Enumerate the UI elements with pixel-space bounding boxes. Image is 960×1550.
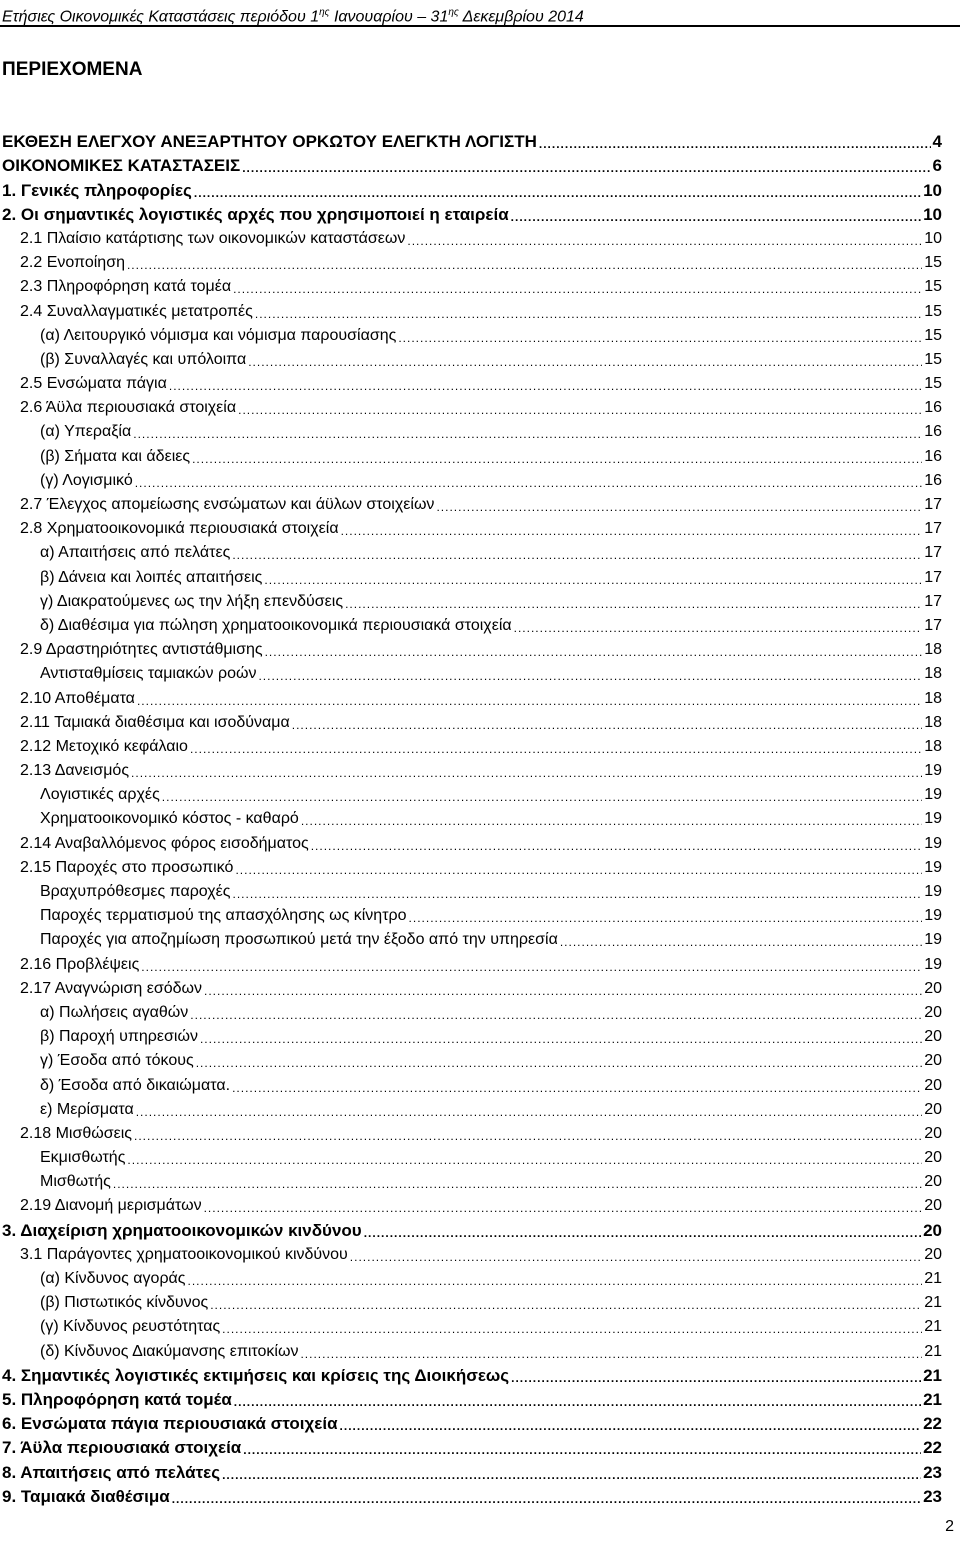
toc-entry[interactable] — [0, 539, 942, 563]
toc-entry-page: 20 — [924, 1149, 942, 1167]
toc-dot-leader — [169, 378, 922, 394]
toc-dot-leader — [232, 547, 922, 563]
toc-entry[interactable] — [0, 1216, 942, 1240]
toc-entry[interactable] — [0, 709, 942, 733]
toc-entry[interactable] — [0, 1386, 942, 1410]
toc-entry[interactable] — [0, 225, 942, 249]
toc-entry-label: 2.16 Προβλέψεις — [20, 955, 140, 973]
toc-entry[interactable] — [0, 128, 942, 152]
toc-entry-page: 19 — [924, 810, 942, 828]
toc-entry-label: (δ) Κίνδυνος Διακύμανσης επιτοκίων — [40, 1342, 299, 1360]
toc-entry-label: Παροχές τερματισμού της απασχόλησης ως κίνητρο — [40, 907, 407, 925]
toc-entry-label: 8. Απαιτήσεις από πελάτες — [2, 1462, 221, 1482]
toc-dot-leader — [311, 838, 922, 854]
toc-entry[interactable] — [0, 1337, 942, 1361]
toc-dot-leader — [172, 1491, 921, 1507]
toc-entry-page: 15 — [924, 326, 942, 344]
toc-dot-leader — [200, 1031, 922, 1047]
toc-entry[interactable] — [0, 781, 942, 805]
toc-entry-label: 2.15 Παροχές στο προσωπικό — [20, 858, 234, 876]
toc-dot-leader — [127, 1152, 922, 1168]
toc-entry-label: (β) Πιστωτικός κίνδυνος — [40, 1294, 209, 1312]
toc-entry-page: 20 — [924, 1124, 942, 1142]
toc-dot-leader — [234, 1394, 921, 1410]
toc-dot-leader — [210, 1297, 922, 1313]
toc-entry[interactable] — [0, 1265, 942, 1289]
toc-entry-page: 19 — [924, 883, 942, 900]
toc-dot-leader — [350, 1249, 922, 1265]
toc-entry-page: 6 — [932, 156, 942, 176]
toc-entry-label: (α) Λειτουργικό νόμισμα και νόμισμα παρουσίασης — [40, 326, 397, 344]
toc-entry-page: 21 — [924, 1270, 942, 1287]
toc-dot-leader — [131, 765, 922, 781]
toc-entry-page: 17 — [924, 616, 942, 634]
toc-entry-label: 2. Οι σημαντικές λογιστικές αρχές που χρησιμοποιεί η εταιρεία — [2, 204, 509, 224]
toc-entry-label: ΕΚΘΕΣΗ ΕΛΕΓΧΟΥ ΑΝΕΞΑΡΤΗΤΟΥ ΟΡΚΩΤΟΥ ΕΛΕΓΚΤΗ ΛΟΓΙΣΤΗ — [2, 132, 537, 152]
toc-entry-page: 20 — [924, 1245, 942, 1263]
toc-entry[interactable] — [0, 370, 942, 394]
toc-entry[interactable] — [0, 1313, 942, 1337]
toc-dot-leader — [192, 451, 922, 467]
toc-dot-leader — [222, 1321, 922, 1337]
toc-entry-page: 20 — [924, 1076, 942, 1094]
toc-entry-label: 2.9 Δραστηριότητες αντιστάθμισης — [20, 641, 263, 659]
toc-entry-page: 21 — [924, 1318, 942, 1336]
toc-entry-label: 2.13 Δανεισμός — [20, 762, 130, 780]
toc-entry-label: 2.4 Συναλλαγματικές μετατροπές — [20, 302, 253, 320]
toc-dot-leader — [539, 136, 931, 152]
header-superscript-2: ης — [448, 7, 459, 18]
toc-entry-label: γ) Έσοδα από τόκους — [40, 1052, 194, 1070]
toc-entry-label: β) Παροχή υπηρεσιών — [40, 1028, 198, 1046]
toc-entry[interactable] — [0, 491, 942, 515]
toc-entry-page: 18 — [924, 737, 942, 755]
toc-entry[interactable] — [0, 660, 942, 684]
toc-entry-label: Λογιστικές αρχές — [40, 786, 160, 804]
toc-entry-page: 10 — [923, 180, 942, 200]
toc-entry[interactable] — [0, 1362, 942, 1386]
toc-entry-label: Βραχυπρόθεσμες παροχές — [40, 883, 231, 900]
toc-entry[interactable] — [0, 1192, 942, 1216]
toc-entry-label: Μισθωτής — [40, 1173, 111, 1191]
toc-dot-leader — [233, 281, 922, 297]
toc-entry[interactable] — [0, 563, 942, 587]
toc-entry[interactable] — [0, 829, 942, 853]
toc-entry-label: Αντισταθμίσεις ταμιακών ροών — [40, 665, 257, 683]
toc-entry-page: 20 — [924, 1003, 942, 1021]
toc-entry-label: β) Δάνεια και λοιπές απαιτήσεις — [40, 568, 263, 586]
toc-entry[interactable] — [0, 1120, 942, 1144]
toc-entry-label: (β) Συναλλαγές και υπόλοιπα — [40, 350, 247, 368]
toc-entry-page: 21 — [924, 1294, 942, 1312]
toc-entry[interactable] — [0, 1071, 942, 1095]
toc-entry-label: 3. Διαχείριση χρηματοοικονομικών κινδύνου — [2, 1220, 362, 1240]
header-text-end: Δεκεμβρίου 2014 — [458, 8, 584, 26]
toc-entry-label: 2.8 Χρηματοοικονομικά περιουσιακά στοιχεία — [20, 520, 339, 538]
toc-dot-leader — [137, 693, 922, 709]
toc-entry-label: 2.5 Ενσώματα πάγια — [20, 375, 167, 393]
toc-entry-label: 2.6 Άϋλα περιουσιακά στοιχεία — [20, 399, 237, 417]
toc-entry[interactable] — [0, 1410, 942, 1434]
toc-dot-leader — [264, 572, 922, 588]
toc-entry[interactable] — [0, 1096, 942, 1120]
toc-entry-page: 19 — [924, 858, 942, 876]
toc-dot-leader — [258, 668, 922, 684]
toc-entry-label: δ) Έσοδα από δικαιώματα. — [40, 1076, 231, 1094]
toc-dot-leader — [248, 354, 922, 370]
toc-dot-leader — [222, 1467, 921, 1483]
toc-dot-leader — [409, 910, 923, 926]
toc-entry[interactable] — [0, 201, 942, 225]
toc-dot-leader — [511, 1370, 921, 1386]
toc-dot-leader — [514, 620, 923, 636]
toc-dot-leader — [190, 1007, 922, 1023]
toc-entry[interactable] — [0, 878, 942, 902]
table-of-contents — [0, 128, 942, 1507]
toc-entry-page: 19 — [924, 834, 942, 852]
toc-entry-label: γ) Διακρατούμενες ως την λήξη επενδύσεις — [40, 592, 344, 610]
toc-dot-leader — [235, 862, 922, 878]
toc-entry-page: 17 — [924, 544, 942, 562]
toc-entry-label: 5. Πληροφόρηση κατά τομέα — [2, 1389, 232, 1409]
toc-entry-page: 21 — [924, 1342, 942, 1360]
toc-dot-leader — [242, 160, 930, 176]
toc-entry[interactable] — [0, 1168, 942, 1192]
toc-dot-leader — [364, 1225, 921, 1241]
toc-entry-page: 18 — [924, 665, 942, 683]
toc-dot-leader — [345, 596, 922, 612]
toc-dot-leader — [113, 1176, 922, 1192]
toc-entry[interactable] — [0, 999, 942, 1023]
toc-entry[interactable] — [0, 152, 942, 176]
toc-entry-page: 4 — [932, 132, 942, 152]
toc-entry-page: 20 — [923, 1220, 942, 1240]
toc-entry-page: 16 — [924, 423, 942, 441]
toc-entry[interactable] — [0, 394, 942, 418]
toc-entry[interactable] — [0, 612, 942, 636]
toc-entry-label: 2.12 Μετοχικό κεφάλαιο — [20, 737, 188, 755]
toc-entry-page: 16 — [924, 399, 942, 417]
running-header — [2, 3, 952, 27]
toc-entry-page: 15 — [924, 278, 942, 296]
toc-entry-page: 19 — [924, 907, 942, 925]
toc-entry-label: 2.7 Έλεγχος απομείωσης ενσώματων και άϋλων στοιχείων — [20, 496, 435, 513]
toc-entry[interactable] — [0, 176, 942, 200]
toc-entry-label: 2.11 Ταμιακά διαθέσιμα και ισοδύναμα — [20, 713, 290, 731]
toc-entry-label: 2.14 Αναβαλλόμενος φόρος εισοδήματος — [20, 834, 309, 852]
toc-dot-leader — [190, 741, 922, 757]
toc-dot-leader — [407, 233, 922, 249]
toc-entry[interactable] — [0, 1434, 942, 1458]
toc-entry[interactable] — [0, 1023, 942, 1047]
toc-dot-leader — [300, 1346, 922, 1362]
toc-entry-label: 2.17 Αναγνώριση εσόδων — [20, 979, 203, 997]
toc-entry[interactable] — [0, 1483, 942, 1507]
toc-entry[interactable] — [0, 975, 942, 999]
toc-dot-leader — [398, 330, 922, 346]
toc-dot-leader — [292, 717, 922, 733]
toc-entry-page: 16 — [924, 471, 942, 489]
toc-entry[interactable] — [0, 515, 942, 539]
toc-dot-leader — [135, 475, 922, 491]
toc-entry-page: 19 — [924, 786, 942, 804]
toc-entry-page: 20 — [924, 1052, 942, 1070]
toc-entry-page: 18 — [924, 641, 942, 659]
toc-entry-label: 9. Ταμιακά διαθέσιμα — [2, 1486, 170, 1506]
toc-entry[interactable] — [0, 297, 942, 321]
toc-entry[interactable] — [0, 442, 942, 466]
toc-entry-page: 19 — [924, 955, 942, 973]
toc-dot-leader — [560, 934, 922, 950]
toc-dot-leader — [255, 306, 922, 322]
toc-entry[interactable] — [0, 588, 942, 612]
toc-entry-label: α) Απαιτήσεις από πελάτες — [40, 544, 231, 562]
toc-entry-page: 18 — [924, 689, 942, 707]
toc-entry-page: 20 — [924, 1197, 942, 1215]
toc-entry-page: 18 — [924, 713, 942, 731]
toc-entry-page: 23 — [923, 1486, 942, 1506]
toc-dot-leader — [133, 426, 922, 442]
toc-entry-label: (γ) Λογισμικό — [40, 471, 133, 489]
toc-entry[interactable] — [0, 636, 942, 660]
toc-entry-label: Παροχές για αποζημίωση προσωπικού μετά την έξοδο από την υπηρεσία — [40, 931, 558, 949]
toc-dot-leader — [341, 523, 923, 539]
toc-entry-page: 17 — [924, 496, 942, 513]
toc-entry-page: 15 — [924, 254, 942, 272]
toc-entry-label: 2.18 Μισθώσεις — [20, 1124, 133, 1142]
header-rule — [0, 25, 960, 27]
page-title: ΠΕΡΙΕΧΟΜΕΝΑ — [2, 59, 143, 80]
toc-entry-page: 17 — [924, 520, 942, 538]
toc-entry-page: 10 — [924, 229, 942, 247]
toc-entry-page: 19 — [924, 762, 942, 780]
toc-entry[interactable] — [0, 854, 942, 878]
toc-entry-label: ΟΙΚΟΝΟΜΙΚΕΣ ΚΑΤΑΣΤΑΣΕΙΣ — [2, 156, 241, 176]
toc-entry-page: 15 — [924, 375, 942, 393]
toc-dot-leader — [233, 886, 923, 902]
toc-entry[interactable] — [0, 926, 942, 950]
toc-entry-label: 4. Σημαντικές λογιστικές εκτιμήσεις και κρίσεις της Διοικήσεως — [2, 1365, 510, 1385]
toc-dot-leader — [188, 1273, 923, 1289]
toc-entry-label: 2.19 Διανομή μερισμάτων — [20, 1197, 202, 1215]
toc-entry-label: Χρηματοοικονομικό κόστος - καθαρό — [40, 810, 299, 828]
toc-dot-leader — [265, 644, 923, 660]
toc-entry[interactable] — [0, 418, 942, 442]
toc-entry-label: ε) Μερίσματα — [40, 1100, 134, 1118]
toc-entry[interactable] — [0, 1458, 942, 1482]
toc-entry-page: 23 — [923, 1462, 942, 1482]
toc-entry[interactable] — [0, 950, 942, 974]
toc-entry[interactable] — [0, 1144, 942, 1168]
toc-entry[interactable] — [0, 249, 942, 273]
toc-entry-page: 22 — [923, 1414, 942, 1434]
toc-entry-label: (γ) Κίνδυνος ρευστότητας — [40, 1318, 221, 1336]
toc-entry-label: 7. Άϋλα περιουσιακά στοιχεία — [2, 1438, 242, 1458]
toc-entry-page: 20 — [924, 1173, 942, 1191]
toc-dot-leader — [196, 1055, 922, 1071]
page-number: 2 — [945, 1518, 954, 1535]
header-text-start: Ετήσιες Οικονομικές Καταστάσεις περιόδου 1 — [2, 8, 320, 26]
toc-entry-page: 17 — [924, 592, 942, 610]
toc-entry-page: 19 — [924, 931, 942, 949]
toc-entry-page: 20 — [924, 1100, 942, 1118]
toc-dot-leader — [162, 789, 922, 805]
toc-dot-leader — [204, 1200, 923, 1216]
header-text-middle: Ιανουαρίου – 31 — [329, 8, 449, 26]
toc-dot-leader — [238, 402, 922, 418]
toc-entry-page: 10 — [923, 204, 942, 224]
toc-entry-page: 20 — [924, 979, 942, 997]
toc-dot-leader — [136, 1104, 922, 1120]
toc-entry[interactable] — [0, 346, 942, 370]
toc-dot-leader — [301, 813, 922, 829]
toc-entry-label: 2.3 Πληροφόρηση κατά τομέα — [20, 278, 232, 296]
toc-entry-page: 22 — [923, 1438, 942, 1458]
toc-dot-leader — [340, 1418, 922, 1434]
toc-entry[interactable] — [0, 1289, 942, 1313]
toc-entry-label: δ) Διαθέσιμα για πώληση χρηματοοικονομικά περιουσιακά στοιχεία — [40, 616, 512, 634]
toc-entry-label: (β) Σήματα και άδειες — [40, 447, 191, 465]
toc-entry-label: 1. Γενικές πληροφορίες — [2, 180, 192, 200]
toc-entry[interactable] — [0, 757, 942, 781]
toc-dot-leader — [243, 1442, 921, 1458]
toc-entry-page: 21 — [923, 1365, 942, 1385]
toc-dot-leader — [232, 1080, 922, 1096]
toc-entry-label: 6. Ενσώματα πάγια περιουσιακά στοιχεία — [2, 1414, 338, 1434]
toc-entry[interactable] — [0, 902, 942, 926]
toc-entry-label: 3.1 Παράγοντες χρηματοοικονομικού κινδύνου — [20, 1245, 348, 1263]
toc-entry-label: α) Πωλήσεις αγαθών — [40, 1003, 189, 1021]
toc-entry[interactable] — [0, 1241, 942, 1265]
toc-dot-leader — [511, 209, 921, 225]
toc-dot-leader — [436, 499, 922, 515]
toc-entry[interactable] — [0, 467, 942, 491]
toc-dot-leader — [127, 257, 922, 273]
toc-entry-page: 17 — [924, 568, 942, 586]
toc-dot-leader — [134, 1128, 922, 1144]
toc-entry-label: Εκμισθωτής — [40, 1149, 126, 1167]
toc-entry[interactable] — [0, 273, 942, 297]
toc-entry[interactable] — [0, 1047, 942, 1071]
toc-dot-leader — [204, 983, 922, 999]
toc-entry-page: 21 — [923, 1389, 942, 1409]
toc-entry[interactable] — [0, 684, 942, 708]
toc-entry-label: (α) Υπεραξία — [40, 423, 132, 441]
toc-entry-page: 20 — [924, 1028, 942, 1046]
toc-dot-leader — [141, 959, 922, 975]
toc-entry[interactable] — [0, 322, 942, 346]
toc-entry-page: 15 — [924, 350, 942, 368]
toc-entry-label: 2.2 Ενοποίηση — [20, 254, 125, 272]
toc-entry-page: 15 — [924, 302, 942, 320]
toc-entry-page: 16 — [924, 447, 942, 465]
toc-dot-leader — [194, 185, 921, 201]
header-superscript-1: ης — [319, 7, 330, 18]
toc-entry[interactable] — [0, 733, 942, 757]
toc-entry-label: 2.10 Αποθέματα — [20, 689, 135, 707]
toc-entry[interactable] — [0, 805, 942, 829]
toc-entry-label: (α) Κίνδυνος αγοράς — [40, 1270, 186, 1287]
toc-entry-label: 2.1 Πλαίσιο κατάρτισης των οικονομικών καταστάσεων — [20, 229, 406, 247]
